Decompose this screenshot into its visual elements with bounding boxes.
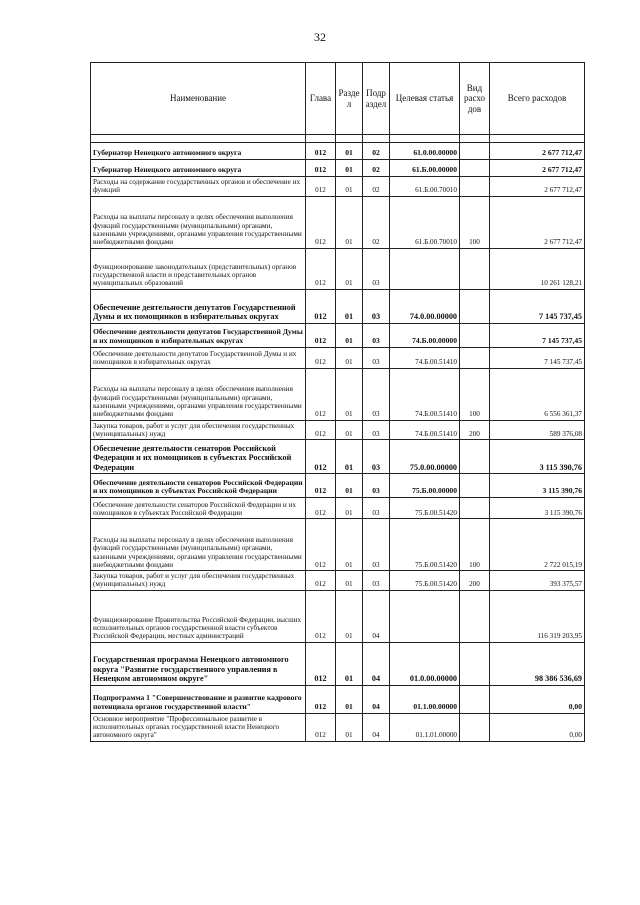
row-glava: 012 [306, 519, 336, 571]
table-row [91, 713, 585, 741]
row-podrazdel: 03 [363, 440, 390, 474]
row-vid [460, 143, 490, 160]
row-celevaya: 61.Б.00.70010 [390, 196, 460, 248]
row-sum: 3 115 390,76 [490, 498, 585, 519]
row-podrazdel: 04 [363, 590, 390, 642]
table-row [91, 642, 585, 685]
row-glava: 012 [306, 196, 336, 248]
row-name: Закупка товаров, работ и услуг для обеспечения государственных (муниципальных) нужд [91, 571, 306, 591]
row-celevaya [390, 248, 460, 289]
row-celevaya: 01.1.01.00000 [390, 713, 460, 741]
row-vid: 100 [460, 196, 490, 248]
row-celevaya: 74.0.00.00000 [390, 289, 460, 323]
row-celevaya: 75.Б.00.51420 [390, 498, 460, 519]
row-razdel: 01 [336, 590, 363, 642]
row-glava: 012 [306, 440, 336, 474]
row-glava: 012 [306, 685, 336, 713]
header-name: Наименование [91, 63, 306, 135]
row-sum: 2 677 712,47 [490, 177, 585, 197]
row-vid [460, 323, 490, 347]
row-glava: 012 [306, 642, 336, 685]
header-razdel: Разде л [336, 63, 363, 135]
row-sum: 2 677 712,47 [490, 196, 585, 248]
row-glava: 012 [306, 289, 336, 323]
row-celevaya [390, 590, 460, 642]
header-celevaya: Целевая статья [390, 63, 460, 135]
row-celevaya: 75.Б.00.51420 [390, 571, 460, 591]
row-name: Подпрограмма 1 "Совершенствование и развитие кадрового потенциала органов государственной власти" [91, 685, 306, 713]
row-glava: 012 [306, 248, 336, 289]
row-podrazdel: 04 [363, 685, 390, 713]
row-glava: 012 [306, 420, 336, 440]
row-name: Расходы на содержание государственных органов и обеспечение их функций [91, 177, 306, 197]
row-podrazdel: 02 [363, 196, 390, 248]
row-sum: 393 375,57 [490, 571, 585, 591]
row-name: Обеспечение деятельности сенаторов Российской Федерации и их помощников в субъектах Российской Федерации [91, 498, 306, 519]
row-razdel: 01 [336, 440, 363, 474]
row-glava: 012 [306, 160, 336, 177]
row-sum: 2 722 015,19 [490, 519, 585, 571]
row-podrazdel: 03 [363, 474, 390, 498]
row-name: Обеспечение деятельности сенаторов Российской Федерации и их помощников в субъектах Российской Федерации [91, 440, 306, 474]
row-sum: 6 556 361,37 [490, 368, 585, 420]
table-row [91, 590, 585, 642]
row-razdel: 01 [336, 498, 363, 519]
row-sum: 2 677 712,47 [490, 160, 585, 177]
row-name: Расходы на выплаты персоналу в целях обеспечения выполнения функций государственными (муниципальными) органами, казенными учреждениями, органами управления государственными внебюджетными фондами [91, 519, 306, 571]
header-total: Всего расходов [490, 63, 585, 135]
row-podrazdel: 03 [363, 347, 390, 368]
table-row [91, 440, 585, 474]
row-glava: 012 [306, 323, 336, 347]
row-razdel: 01 [336, 713, 363, 741]
table-row [91, 420, 585, 440]
header-vid: Вид расхо дов [460, 63, 490, 135]
row-sum: 7 145 737,45 [490, 347, 585, 368]
row-celevaya: 61.Б.00.70010 [390, 177, 460, 197]
row-glava: 012 [306, 368, 336, 420]
row-name: Губернатор Ненецкого автономного округа [91, 143, 306, 160]
table-header-row [91, 63, 585, 135]
header-glava: Глава [306, 63, 336, 135]
row-name: Государственная программа Ненецкого автономного округа "Развитие государственного управления в Ненецком автономном округе" [91, 642, 306, 685]
row-razdel: 01 [336, 323, 363, 347]
row-razdel: 01 [336, 571, 363, 591]
row-vid: 100 [460, 519, 490, 571]
row-vid [460, 713, 490, 741]
row-sum: 7 145 737,45 [490, 289, 585, 323]
row-celevaya: 75.0.00.00000 [390, 440, 460, 474]
row-celevaya: 75.Б.00.51420 [390, 519, 460, 571]
row-vid: 200 [460, 420, 490, 440]
row-sum: 98 386 536,69 [490, 642, 585, 685]
row-vid [460, 642, 490, 685]
row-name: Расходы на выплаты персоналу в целях обеспечения выполнения функций государственными (муниципальными) органами, казенными учреждениями, органами управления государственными внебюджетными фондами [91, 368, 306, 420]
row-razdel: 01 [336, 347, 363, 368]
row-celevaya: 01.1.00.00000 [390, 685, 460, 713]
row-razdel: 01 [336, 642, 363, 685]
row-vid [460, 590, 490, 642]
row-razdel: 01 [336, 248, 363, 289]
row-vid: 100 [460, 368, 490, 420]
table-row [91, 160, 585, 177]
table-row [91, 289, 585, 323]
row-sum: 589 376,08 [490, 420, 585, 440]
row-razdel: 01 [336, 160, 363, 177]
row-sum: 0,00 [490, 685, 585, 713]
row-celevaya: 01.0.00.00000 [390, 642, 460, 685]
row-glava: 012 [306, 590, 336, 642]
row-name: Расходы на выплаты персоналу в целях обеспечения выполнения функций государственными (муниципальными) органами, казенными учреждениями, органами управления государственными внебюджетными фондами [91, 196, 306, 248]
row-glava: 012 [306, 571, 336, 591]
row-glava: 012 [306, 498, 336, 519]
row-name: Обеспечение деятельности депутатов Государственной Думы и их помощников в избирательных округах [91, 289, 306, 323]
row-podrazdel: 04 [363, 642, 390, 685]
table-row [91, 196, 585, 248]
row-glava: 012 [306, 713, 336, 741]
row-name: Обеспечение деятельности депутатов Государственной Думы и их помощников в избирательных округах [91, 347, 306, 368]
header-podrazdel: Подр аздел [363, 63, 390, 135]
row-vid [460, 289, 490, 323]
table-row [91, 519, 585, 571]
row-glava: 012 [306, 143, 336, 160]
row-razdel: 01 [336, 420, 363, 440]
row-podrazdel: 03 [363, 420, 390, 440]
row-vid [460, 177, 490, 197]
row-podrazdel: 03 [363, 519, 390, 571]
row-podrazdel: 03 [363, 571, 390, 591]
row-vid [460, 474, 490, 498]
row-podrazdel: 03 [363, 248, 390, 289]
row-celevaya: 74.Б.00.51410 [390, 420, 460, 440]
table-row [91, 498, 585, 519]
row-name: Основное мероприятие "Профессиональное развитие в исполнительных органах государственной власти Ненецкого автономного округа" [91, 713, 306, 741]
row-name: Обеспечение деятельности депутатов Государственной Думы и их помощников в избирательных округах [91, 323, 306, 347]
row-name: Обеспечение деятельности сенаторов Российской Федерации и их помощников в субъектах Российской Федерации [91, 474, 306, 498]
row-vid [460, 160, 490, 177]
table-row [91, 474, 585, 498]
row-podrazdel: 03 [363, 289, 390, 323]
row-vid [460, 498, 490, 519]
row-celevaya: 75.Б.00.00000 [390, 474, 460, 498]
table-row [91, 248, 585, 289]
row-sum: 0,00 [490, 713, 585, 741]
row-sum: 3 115 390,76 [490, 440, 585, 474]
row-celevaya: 74.Б.00.51410 [390, 368, 460, 420]
row-vid: 200 [460, 571, 490, 591]
row-celevaya: 61.0.00.00000 [390, 143, 460, 160]
table-row [91, 177, 585, 197]
row-podrazdel: 03 [363, 368, 390, 420]
row-podrazdel: 02 [363, 143, 390, 160]
table-row [91, 347, 585, 368]
row-celevaya: 61.Б.00.00000 [390, 160, 460, 177]
row-vid [460, 440, 490, 474]
row-glava: 012 [306, 177, 336, 197]
row-sum: 2 677 712,47 [490, 143, 585, 160]
row-razdel: 01 [336, 289, 363, 323]
table-row [91, 323, 585, 347]
table-row [91, 368, 585, 420]
row-podrazdel: 02 [363, 160, 390, 177]
row-razdel: 01 [336, 368, 363, 420]
row-podrazdel: 02 [363, 177, 390, 197]
row-vid [460, 685, 490, 713]
row-sum: 116 319 203,95 [490, 590, 585, 642]
row-sum: 10 261 128,21 [490, 248, 585, 289]
row-razdel: 01 [336, 196, 363, 248]
row-razdel: 01 [336, 685, 363, 713]
row-razdel: 01 [336, 177, 363, 197]
row-name: Губернатор Ненецкого автономного округа [91, 160, 306, 177]
row-celevaya: 74.Б.00.51410 [390, 347, 460, 368]
row-razdel: 01 [336, 143, 363, 160]
row-name: Функционирование Правительства Российской Федерации, высших исполнительных органов государственной власти субъектов Российской Федерации, местных администраций [91, 590, 306, 642]
row-sum: 3 115 390,76 [490, 474, 585, 498]
row-vid [460, 248, 490, 289]
table-row [91, 571, 585, 591]
row-glava: 012 [306, 474, 336, 498]
row-glava: 012 [306, 347, 336, 368]
budget-table [90, 62, 585, 742]
header-spacer-row [91, 135, 585, 143]
table-row [91, 143, 585, 160]
row-podrazdel: 04 [363, 713, 390, 741]
row-celevaya: 74.Б.00.00000 [390, 323, 460, 347]
row-razdel: 01 [336, 474, 363, 498]
table-row [91, 685, 585, 713]
page-number: 32 [314, 30, 326, 44]
row-sum: 7 145 737,45 [490, 323, 585, 347]
row-podrazdel: 03 [363, 323, 390, 347]
row-razdel: 01 [336, 519, 363, 571]
row-podrazdel: 03 [363, 498, 390, 519]
row-name: Функционирование законодательных (представительных) органов государственной власти и представительных органов муниципальных образований [91, 248, 306, 289]
row-vid [460, 347, 490, 368]
row-name: Закупка товаров, работ и услуг для обеспечения государственных (муниципальных) нужд [91, 420, 306, 440]
